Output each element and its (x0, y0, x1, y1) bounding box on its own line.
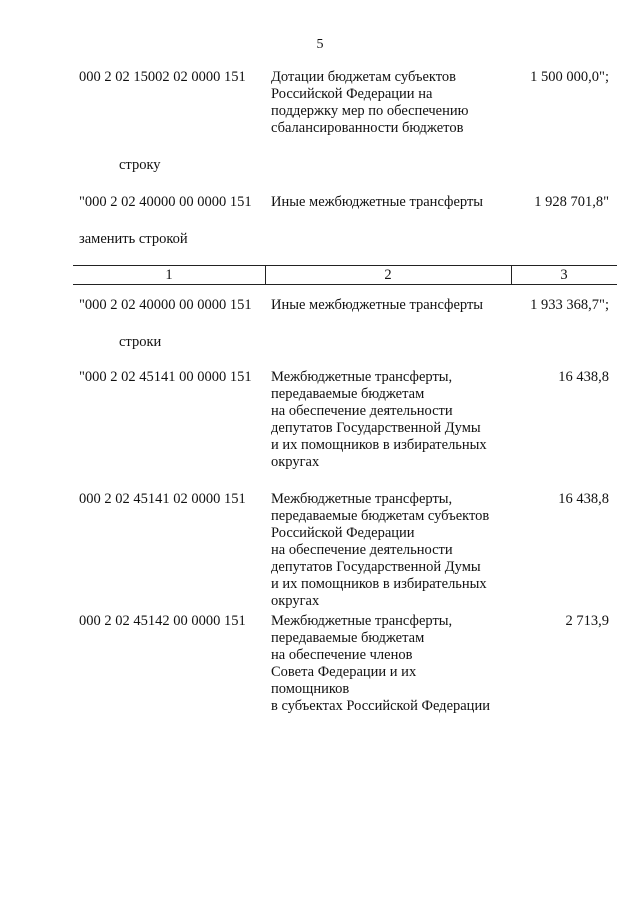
description-line: на обеспечение деятельности (271, 403, 453, 419)
budget-amount: 16 438,8 (558, 369, 609, 385)
page-number: 5 (316, 37, 324, 52)
description-line: Межбюджетные трансферты, (271, 491, 453, 507)
budget-amount: 1 500 000,0"; (530, 69, 609, 85)
budget-code: 000 2 02 45142 00 0000 151 (79, 613, 246, 629)
budget-code: 000 2 02 45141 02 0000 151 (79, 491, 246, 507)
description-line: Российской Федерации (271, 525, 415, 541)
description-line: депутатов Государственной Думы (271, 559, 481, 575)
budget-amount: 1 933 368,7"; (530, 297, 609, 313)
column-header-3: 3 (560, 267, 568, 283)
budget-code: "000 2 02 40000 00 0000 151 (79, 194, 252, 210)
budget-description (271, 613, 511, 715)
description-line: Иные межбюджетные трансферты (271, 297, 484, 313)
description-line: на обеспечение членов (271, 647, 413, 663)
budget-description (271, 297, 511, 314)
description-line: Межбюджетные трансферты, (271, 369, 453, 385)
budget-code: "000 2 02 45141 00 0000 151 (79, 369, 252, 385)
description-line: в субъектах Российской Федерации (271, 698, 490, 714)
description-line: Совета Федерации и их (271, 664, 417, 680)
description-line: помощников (271, 681, 350, 697)
budget-description (271, 69, 511, 137)
description-line: передаваемые бюджетам (271, 630, 425, 646)
description-line: передаваемые бюджетам субъектов (271, 508, 490, 524)
description-line: сбалансированности бюджетов (271, 120, 464, 136)
instruction-text: строку (119, 157, 161, 173)
description-line: Российской Федерации на (271, 86, 433, 102)
column-header-1: 1 (165, 267, 173, 283)
instruction-text: строки (119, 334, 162, 350)
description-line: Иные межбюджетные трансферты (271, 194, 484, 210)
description-line: Дотации бюджетам субъектов (271, 69, 457, 85)
budget-amount: 1 928 701,8" (534, 194, 609, 210)
budget-description (271, 369, 511, 471)
description-line: на обеспечение деятельности (271, 542, 453, 558)
description-line: и их помощников в избирательных (271, 437, 487, 453)
instruction-text: заменить строкой (79, 231, 188, 247)
budget-amount: 2 713,9 (565, 613, 609, 629)
budget-code: "000 2 02 40000 00 0000 151 (79, 297, 252, 313)
table-top-border (73, 265, 617, 266)
column-header-2: 2 (384, 267, 392, 283)
description-line: Межбюджетные трансферты, (271, 613, 453, 629)
budget-description (271, 194, 511, 211)
budget-code: 000 2 02 15002 02 0000 151 (79, 69, 246, 85)
description-line: округах (271, 454, 320, 470)
description-line: округах (271, 593, 320, 609)
budget-description (271, 491, 511, 610)
description-line: депутатов Государственной Думы (271, 420, 481, 436)
description-line: передаваемые бюджетам (271, 386, 425, 402)
table-bottom-border (73, 284, 617, 285)
description-line: поддержку мер по обеспечению (271, 103, 469, 119)
description-line: и их помощников в избирательных (271, 576, 487, 592)
budget-amount: 16 438,8 (558, 491, 609, 507)
